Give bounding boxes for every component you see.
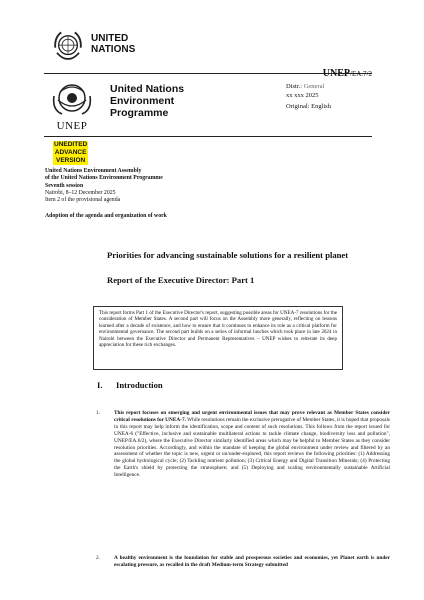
agenda-item-title: Adoption of the agenda and organization of work <box>45 213 167 219</box>
un-name-line: NATIONS <box>91 44 136 55</box>
header-rule-bottom <box>44 136 372 137</box>
meeting-info <box>45 168 163 204</box>
stamp-line: UNEDITED <box>54 141 88 148</box>
section-title: Introduction <box>116 380 163 390</box>
paragraph-lead: A healthy environment is the foundation for stable and prosperous societies and economies, yet Planet earth is under escalating pressure, as recalled in the draft Medium-term Strategy submitted <box>114 555 390 568</box>
paragraph-lead: This report focuses on emerging and urgent environmental issues that may prove relevant as Member States consider critical resolutions for UNEA-7. <box>114 410 390 423</box>
meeting-line: Nairobi, 8–12 December 2025 <box>45 189 116 196</box>
symbol-suffix: /EA.7/2 <box>350 70 372 78</box>
meeting-line: Item 2 of the provisional agenda <box>45 197 121 204</box>
paragraph <box>114 410 390 479</box>
report-title: Priorities for advancing sustainable solutions for a resilient planet <box>107 250 349 260</box>
symbol-main: UNEP <box>322 68 351 79</box>
stamp-line: ADVANCE <box>54 149 87 156</box>
unedited-advance-stamp <box>53 141 88 165</box>
summary-box: This report forms Part 1 of the Executive Director's report, suggesting possible areas for UNEA-7 resolutions for the consideration of Member States. A second part will focus on the Assembly more generally, reflecting on lessons learned after a decade of existence, and how to ensure that it continues to enhance its role as a critical platform for environmental governance. The second part builds on a series of informal lunches which took place in late 2024 in Nairobi between the Executive Director and Permanent Representatives – UNEP wishes to reiterate its deep appreciation for these rich exchanges. <box>93 306 343 370</box>
distr-value: General <box>303 83 325 90</box>
paragraph-number: 2. <box>96 555 100 561</box>
stamp-line: VERSION <box>55 157 86 164</box>
un-name <box>91 33 135 55</box>
original-language: Original: English <box>286 103 331 110</box>
unep-name-line: United Nations <box>110 83 185 95</box>
un-emblem-logo <box>51 29 85 63</box>
document-symbol <box>323 68 372 79</box>
unep-name-line: Environment <box>110 95 175 107</box>
distr-label: Distr.: <box>286 83 304 90</box>
report-subtitle: Report of the Executive Director: Part 1 <box>107 275 255 285</box>
meeting-line: of the United Nations Environment Programme <box>45 175 163 182</box>
unep-name-line: Programme <box>110 107 169 119</box>
paragraph <box>114 555 390 569</box>
meeting-line: Seventh session <box>45 182 84 189</box>
unep-logo-text: UNEP <box>56 120 88 132</box>
section-heading <box>97 380 163 390</box>
meeting-line: United Nations Environment Assembly <box>45 168 142 174</box>
unep-name <box>110 83 184 119</box>
section-number: I. <box>97 380 103 390</box>
paragraph-number: 1. <box>96 410 100 416</box>
distribution-block <box>286 82 331 111</box>
un-name-line: UNITED <box>91 33 129 44</box>
document-date: xx xxx 2025 <box>286 92 319 99</box>
paragraph-body: While resolutions remain the exclusive prerogative of Member States, it is hoped that proposals in this report may help inform the identification, scope and content of such resolutions. This follows from the report issued for UNEA-6 ("Effective, inclusive and sustainable multilateral actions to tackle climate change, biodiversity loss and pollution", UNEP/EA.6/2), where the Executive Director similarly identified areas which may be helpful to Member States as they consider resolution priorities. Accordingly, and within the mandate of keeping the global environment under review and filtered by an assessment of whether the topic is new, urgent or un/under-explored, this report reviews the following priorities: (1) Addressing the global hydrological cycle; (2) Tackling nutrient pollution; (3) Critical Energy and Digital Transition Minerals; (4) Protecting the Earth's shield by protecting the stratosphere; and (5) Deploying and scaling environmentally sustainable Artificial Intelligence. <box>114 416 390 479</box>
